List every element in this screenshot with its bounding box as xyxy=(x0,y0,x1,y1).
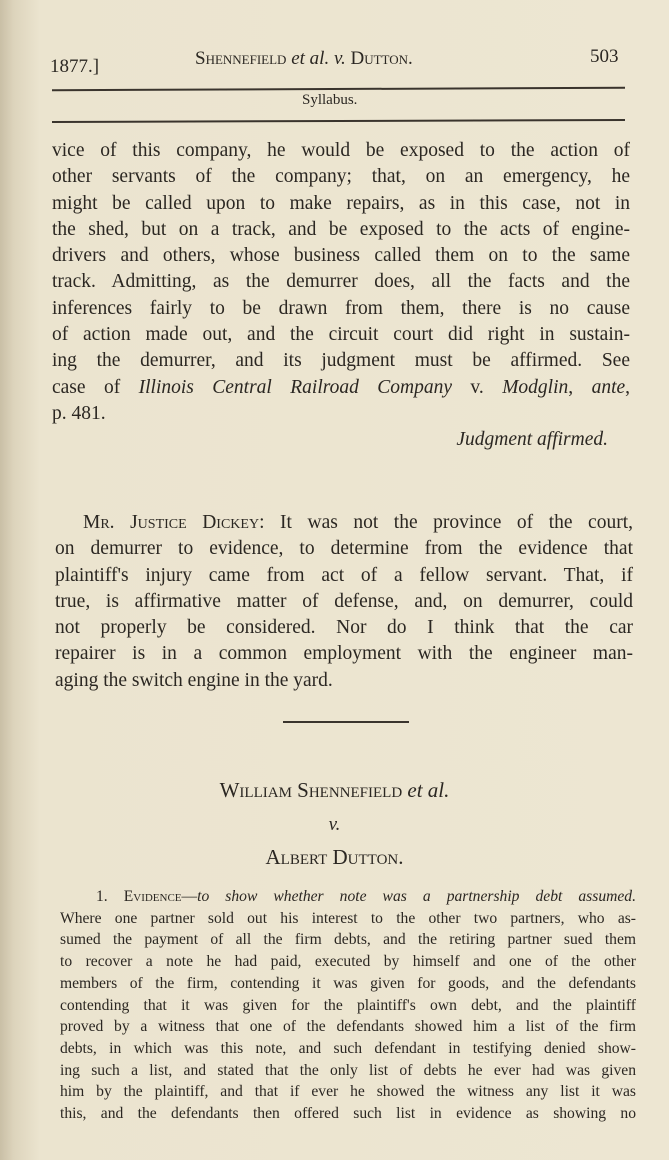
text-segment: this, and the defendants then offered such list in evidence as showing no xyxy=(60,1105,636,1123)
text-segment: case of xyxy=(52,376,139,398)
text-segment: on demurrer to evidence, to determine from the evidence that xyxy=(55,538,633,560)
text-line xyxy=(52,191,630,217)
text-segment: sumed the payment of all the firm debts, and the retiring partner sued them xyxy=(60,931,636,949)
plaintiff-name: William Shennefield xyxy=(219,778,403,802)
text-line xyxy=(52,348,630,374)
page-number: 503 xyxy=(590,46,619,67)
text-segment: might be called upon to make repairs, as in this case, not in xyxy=(52,192,630,214)
text-segment: members of the firm, contending it was given for goods, and the defendants xyxy=(60,974,636,992)
text-segment: Where one partner sold out his interest to the other two partners, who as- xyxy=(60,909,636,927)
dissent-paragraph xyxy=(55,510,633,694)
text-line xyxy=(60,1016,636,1038)
text-segment: vice of this company, he would be exposed to the action of xyxy=(52,140,630,161)
text-segment: true, is affirmative matter of defense, and, on demurrer, could xyxy=(55,590,633,612)
text-segment: v. xyxy=(452,376,503,398)
italic-text: Illinois Central Railroad Company xyxy=(138,376,453,398)
text-line xyxy=(60,973,636,995)
case-title-defendant: Albert Dutton. xyxy=(265,845,404,869)
text-line xyxy=(60,929,636,951)
text-segment: him by the plaintiff, and that if ever he showed the witness any list it was xyxy=(60,1083,636,1101)
text-segment: to recover a note he had paid, executed by himself and one of the other xyxy=(60,953,636,971)
text-line xyxy=(52,164,630,190)
text-segment: track. Admitting, as the demurrer does, all the facts and the xyxy=(52,271,630,293)
italic-text: Judgment affirmed. xyxy=(456,429,608,451)
text-line xyxy=(60,1081,636,1103)
text-segment: , xyxy=(625,376,630,398)
case-title-versus: v. xyxy=(328,814,341,835)
small-caps-text: Mr. Justice Dickey xyxy=(83,512,260,533)
text-segment: inferences fairly to be drawn from them, there is no cause xyxy=(52,297,630,319)
text-segment: : It was not the province of the court, xyxy=(259,512,633,533)
et-al: et al. xyxy=(407,778,450,802)
italic-text: Modglin xyxy=(502,376,569,398)
text-line xyxy=(52,217,630,243)
text-line xyxy=(60,1103,636,1125)
small-caps-text: Evidence xyxy=(123,888,182,905)
text-segment: ing the demurrer, and its judgment must be affirmed. See xyxy=(52,350,630,372)
text-line xyxy=(55,536,633,562)
header-rule-bottom xyxy=(52,119,625,123)
italic-text: to show whether note was a partnership debt assumed. xyxy=(197,888,636,905)
running-title-et-al: et al. xyxy=(291,48,330,69)
text-segment: repairer is in a common employment with the engineer man- xyxy=(55,643,633,665)
text-line xyxy=(55,641,633,667)
section-label: Syllabus. xyxy=(302,92,358,108)
text-segment: p. 481. xyxy=(52,402,106,424)
text-line xyxy=(60,995,636,1017)
text-segment: aging the switch engine in the yard. xyxy=(55,669,333,691)
text-line xyxy=(60,1060,636,1082)
text-segment: 1. xyxy=(96,888,124,905)
text-line xyxy=(60,1038,636,1060)
volume-year: 1877.] xyxy=(50,56,100,77)
text-segment: the shed, but on a track, and be exposed to the acts of engine- xyxy=(52,218,630,240)
text-line xyxy=(52,322,630,348)
text-line xyxy=(52,296,630,322)
section-divider xyxy=(283,721,409,723)
text-line xyxy=(55,589,633,615)
text-segment: of action made out, and the circuit court did right in sustain- xyxy=(52,324,630,346)
text-line xyxy=(55,615,633,641)
text-line xyxy=(52,401,630,427)
text-segment: ing such a list, and stated that the only list of debts he ever had was given xyxy=(60,1061,636,1079)
text-segment: debts, in which was this note, and such defendant in testifying denied show- xyxy=(60,1039,636,1057)
text-line xyxy=(52,243,630,269)
running-title-versus: v. xyxy=(333,48,346,69)
text-line xyxy=(60,908,636,930)
text-line xyxy=(52,427,630,453)
text-line xyxy=(52,269,630,295)
opinion-paragraph xyxy=(52,138,630,454)
header-rule-top xyxy=(52,87,625,92)
running-title-defendant: Dutton. xyxy=(350,48,413,69)
case-title-plaintiff xyxy=(0,778,669,803)
text-line xyxy=(52,138,630,164)
text-segment: proved by a witness that one of the defendants showed him a list of the firm xyxy=(60,1018,636,1036)
text-segment: contending that it was given for the plaintiff's own debt, and the plaintiff xyxy=(60,996,636,1014)
text-line xyxy=(55,563,633,589)
text-segment: plaintiff's injury came from act of a fellow servant. That, if xyxy=(55,564,633,586)
italic-text: ante xyxy=(591,376,626,398)
text-segment: — xyxy=(181,888,198,905)
syllabus-headnote xyxy=(60,886,636,1125)
text-line xyxy=(60,886,636,908)
text-line xyxy=(52,375,630,401)
running-title xyxy=(195,48,413,70)
text-line xyxy=(55,510,633,536)
text-segment: other servants of the company; that, on an emergency, he xyxy=(52,166,630,188)
text-segment: not properly be considered. Nor do I think that the car xyxy=(55,617,633,639)
text-segment: , xyxy=(568,376,592,398)
text-line xyxy=(60,951,636,973)
running-title-plaintiff: Shennefield xyxy=(195,48,287,69)
text-line xyxy=(55,668,633,694)
text-segment: drivers and others, whose business called them on to the same xyxy=(52,245,630,267)
